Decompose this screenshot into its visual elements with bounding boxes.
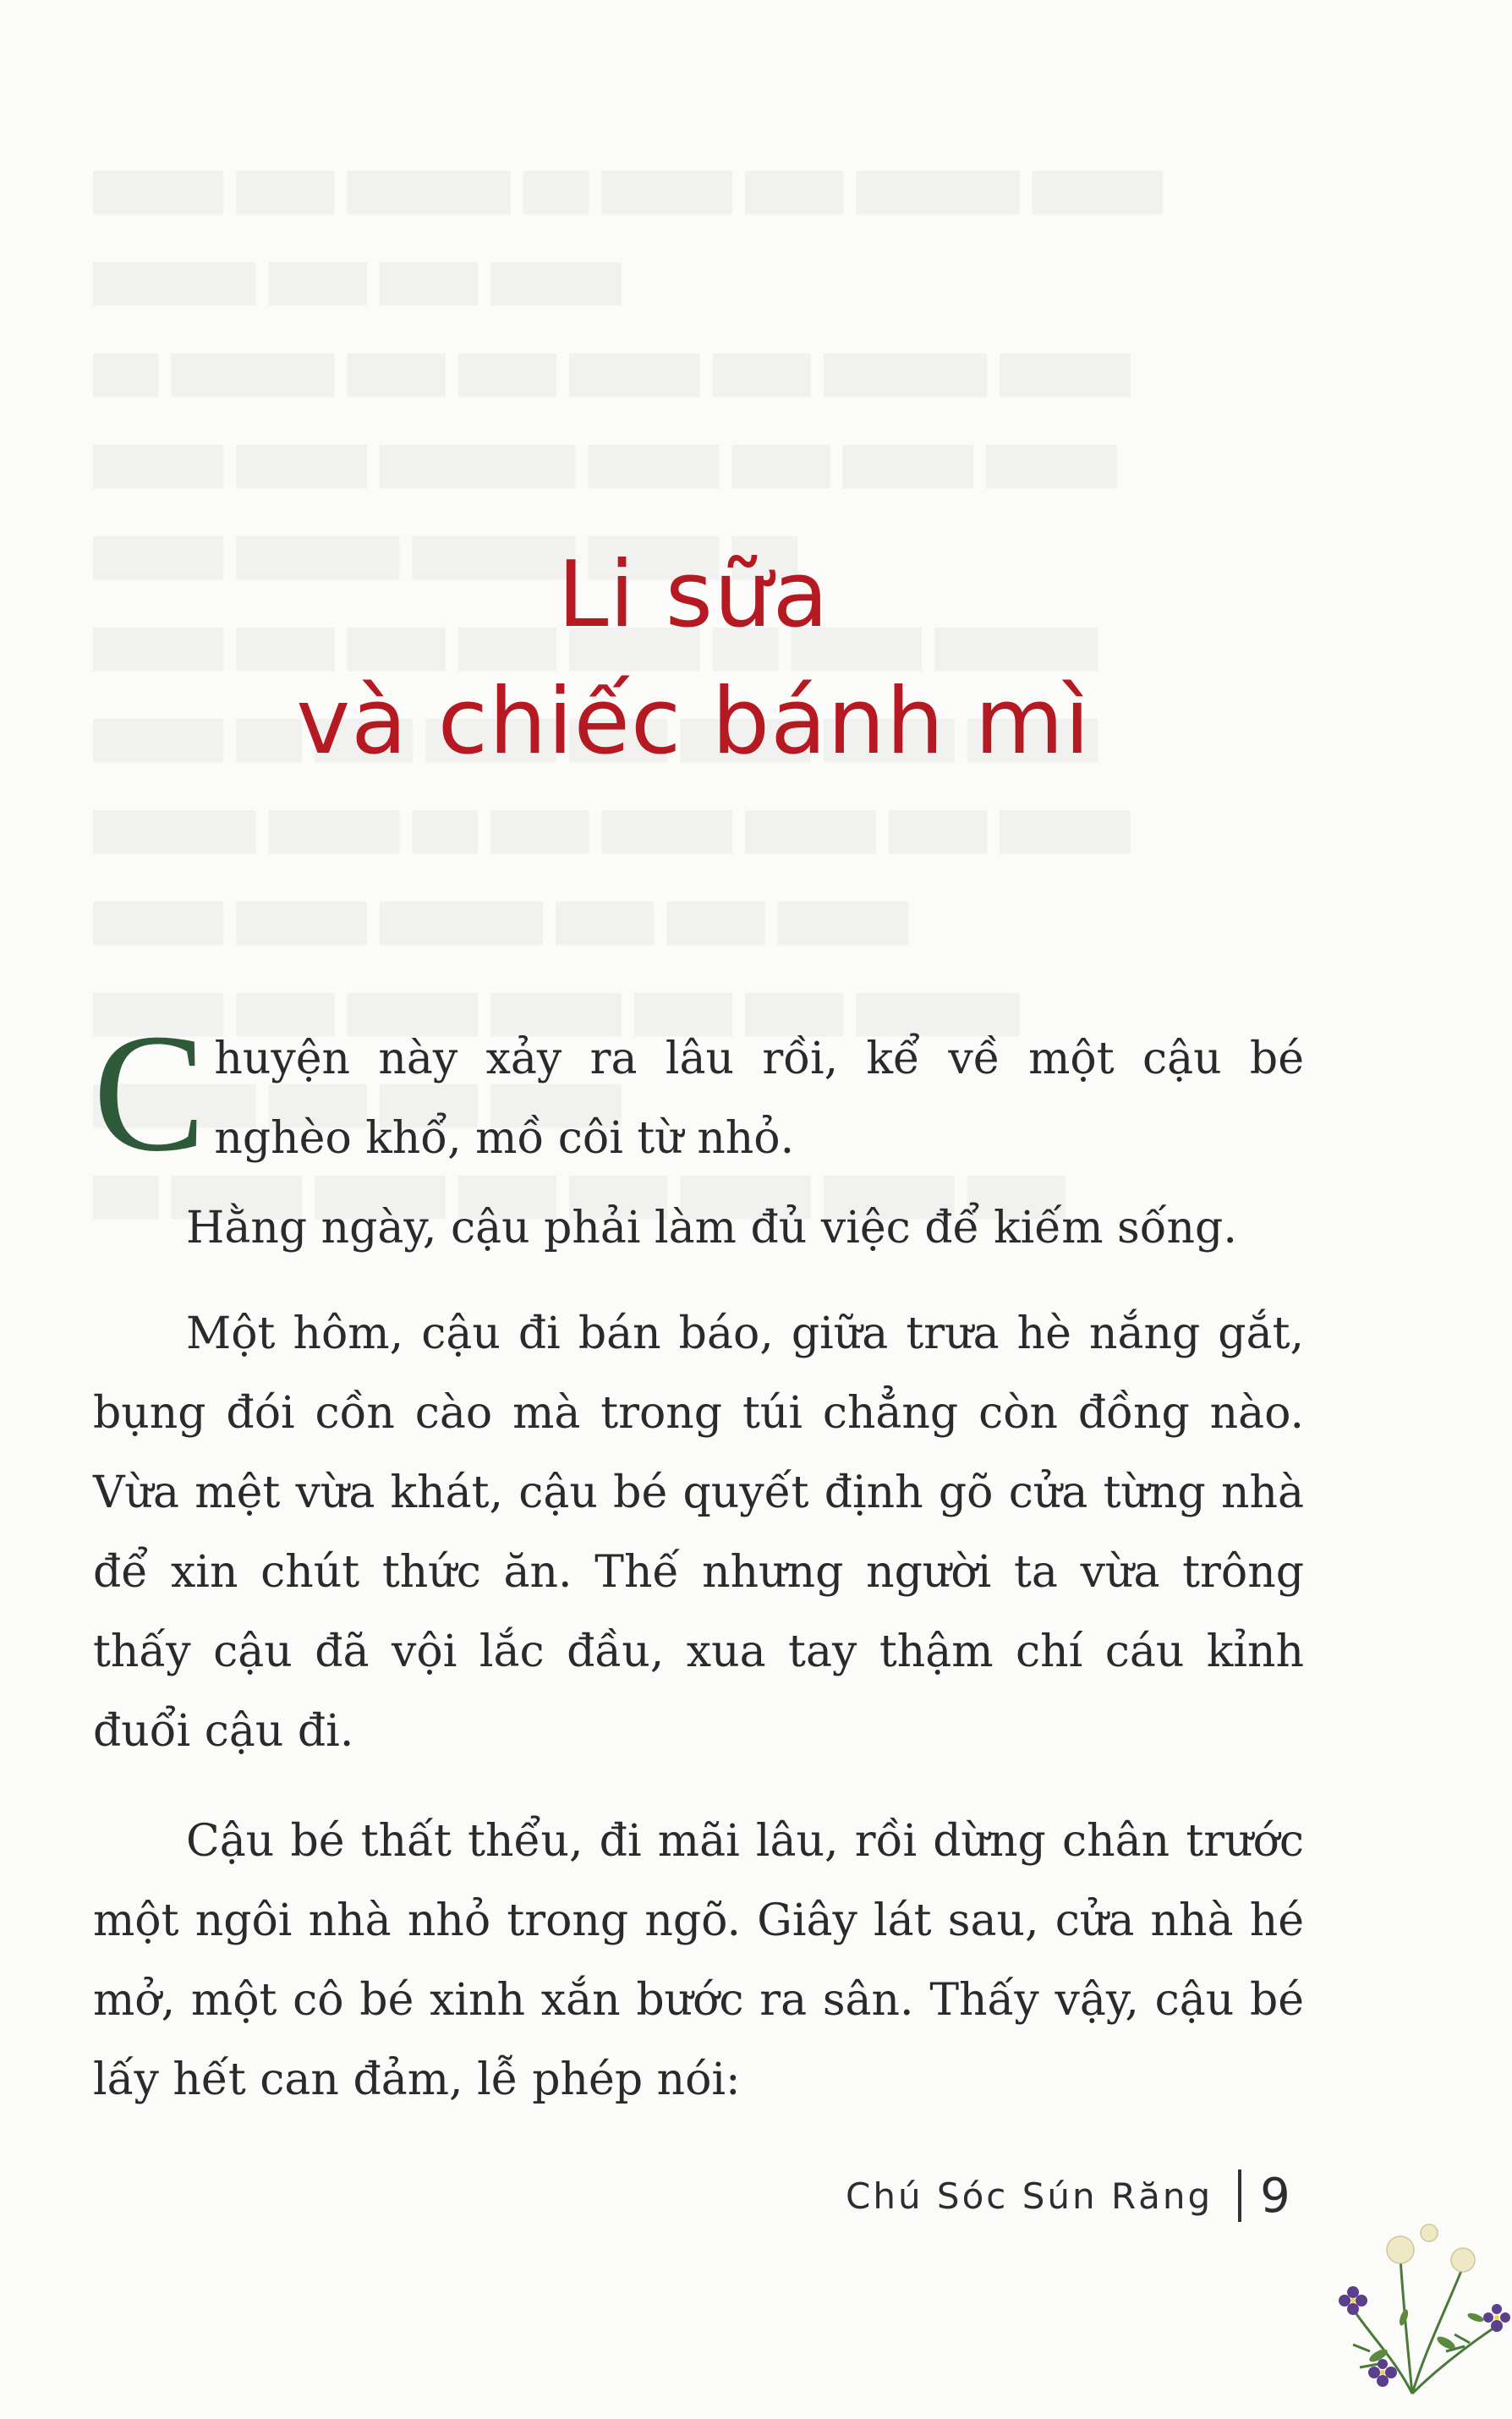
page-number: 9 [1260, 2168, 1290, 2224]
drop-cap-letter: C [93, 1000, 206, 1187]
page-footer [846, 2165, 1290, 2226]
flower-sprig-icon [1319, 2165, 1512, 2419]
paragraph-1-text: huyện này xảy ra lâu rồi, kể về một cậu bé nghèo khổ, mồ côi từ nhỏ. [214, 1034, 1304, 1164]
paragraph-3: Một hôm, cậu đi bán báo, giữa trưa hè nắng gắt, bụng đói cồn cào mà trong túi chẳng còn đồng nào. Vừa mệt vừa khát, cậu bé quyết định gõ cửa từng nhà để xin chút thức ăn. Thế nhưng người ta vừa trông thấy cậu đã vội lắc đầu, xua tay thậm chí cáu kỉnh đuổi cậu đi. [93, 1308, 1304, 1757]
running-book-title: Chú Sóc Sún Răng [846, 2175, 1213, 2217]
paragraph-4: Cậu bé thất thểu, đi mãi lâu, rồi dừng chân trước một ngôi nhà nhỏ trong ngõ. Giây lát sau, cửa nhà hé mở, một cô bé xinh xắn bước ra sân. Thấy vậy, cậu bé lấy hết can đảm, lễ phép nói: [93, 1816, 1304, 2105]
footer-divider [1238, 2169, 1241, 2222]
chapter-title-line-1: Li sữa [557, 542, 830, 648]
paragraph-1 [93, 1000, 1304, 1187]
chapter-title-line-2: và chiếc bánh mì [296, 669, 1091, 775]
paragraph-2: Hằng ngày, cậu phải làm đủ việc để kiếm sống. [186, 1203, 1237, 1253]
